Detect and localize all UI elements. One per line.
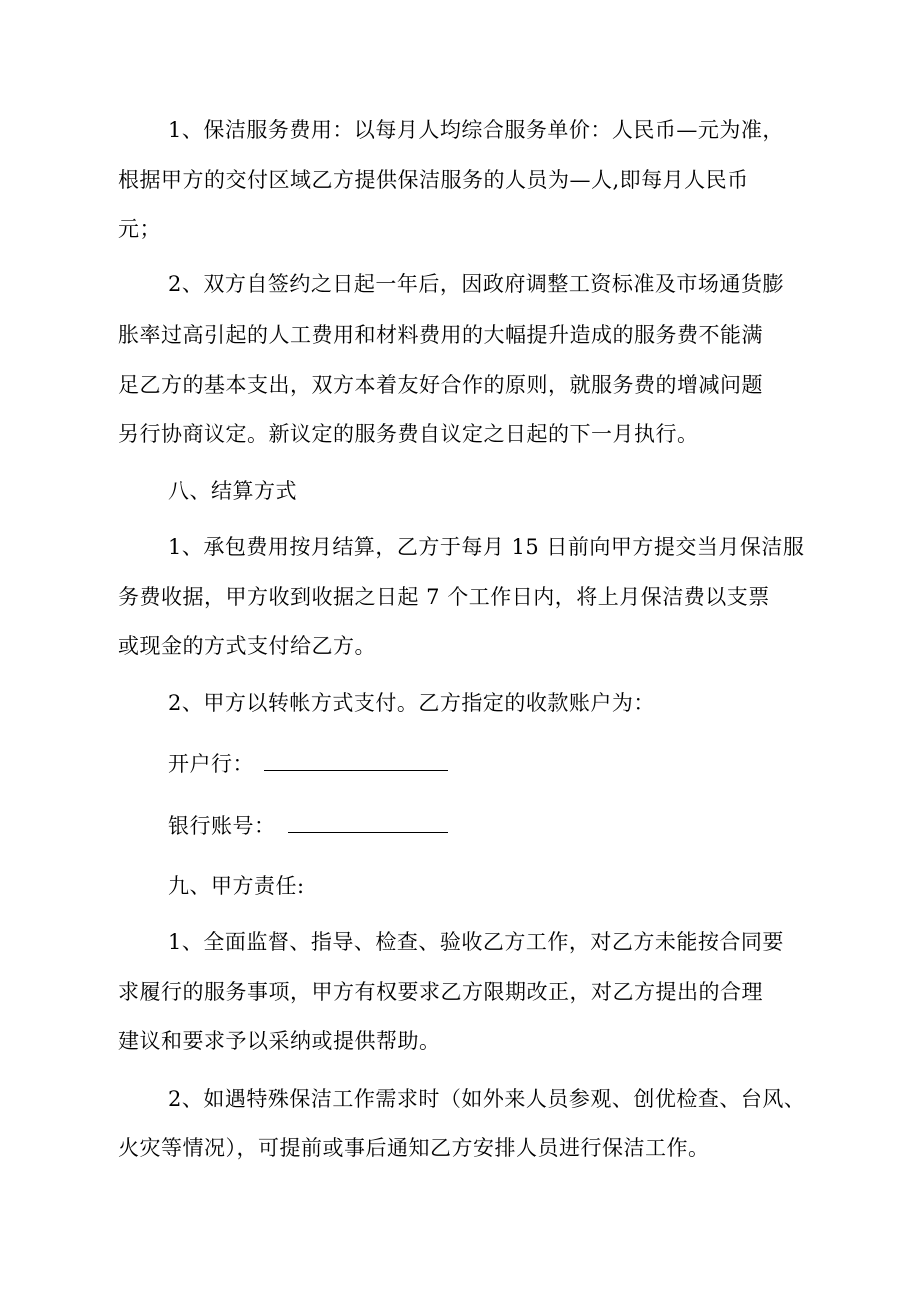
account-blank-line xyxy=(288,808,448,833)
paragraph-line: 元； xyxy=(118,217,161,241)
bank-blank-line xyxy=(264,746,448,771)
paragraph-line: 建议和要求予以采纳或提供帮助。 xyxy=(118,1029,441,1053)
paragraph-line: 2、双方自签约之日起一年后，因政府调整工资标准及市场通货膨 xyxy=(168,272,784,296)
paragraph-line: 务费收据，甲方收到收据之日起 7 个工作日内，将上月保洁费以支票 xyxy=(118,585,770,609)
section-heading: 八、结算方式 xyxy=(168,479,297,503)
bank-label xyxy=(168,742,448,786)
paragraph-line: 2、甲方以转帐方式支付。乙方指定的收款账户为： xyxy=(168,691,655,715)
paragraph-line: 1、保洁服务费用：以每月人均综合服务单价：人民币—元为准， xyxy=(168,118,784,142)
bank-label-text: 开户行： xyxy=(168,752,254,776)
section-heading: 九、甲方责任: xyxy=(168,874,305,898)
paragraph-line: 1、承包费用按月结算，乙方于每月 15 日前向甲方提交当月保洁服 xyxy=(168,535,805,559)
paragraph-line: 求履行的服务事项，甲方有权要求乙方限期改正，对乙方提出的合理 xyxy=(118,980,763,1004)
account-label xyxy=(168,804,448,848)
paragraph-line: 或现金的方式支付给乙方。 xyxy=(118,634,376,658)
paragraph-line: 根据甲方的交付区域乙方提供保洁服务的人员为—人,即每月人民币 xyxy=(118,168,749,192)
paragraph-line: 胀率过高引起的人工费用和材料费用的大幅提升造成的服务费不能满 xyxy=(118,323,763,347)
paragraph-line: 另行协商议定。新议定的服务费自议定之日起的下一月执行。 xyxy=(118,422,699,446)
paragraph-line: 火灾等情况），可提前或事后通知乙方安排人员进行保洁工作。 xyxy=(118,1136,710,1160)
paragraph-line: 2、如遇特殊保洁工作需求时（如外来人员参观、创优检查、台风、 xyxy=(168,1087,806,1111)
paragraph-line: 足乙方的基本支出，双方本着友好合作的原则，就服务费的增减问题 xyxy=(118,373,763,397)
account-label-text: 银行账号： xyxy=(168,814,276,838)
paragraph-line: 1、全面监督、指导、检查、验收乙方工作，对乙方未能按合同要 xyxy=(168,930,784,954)
